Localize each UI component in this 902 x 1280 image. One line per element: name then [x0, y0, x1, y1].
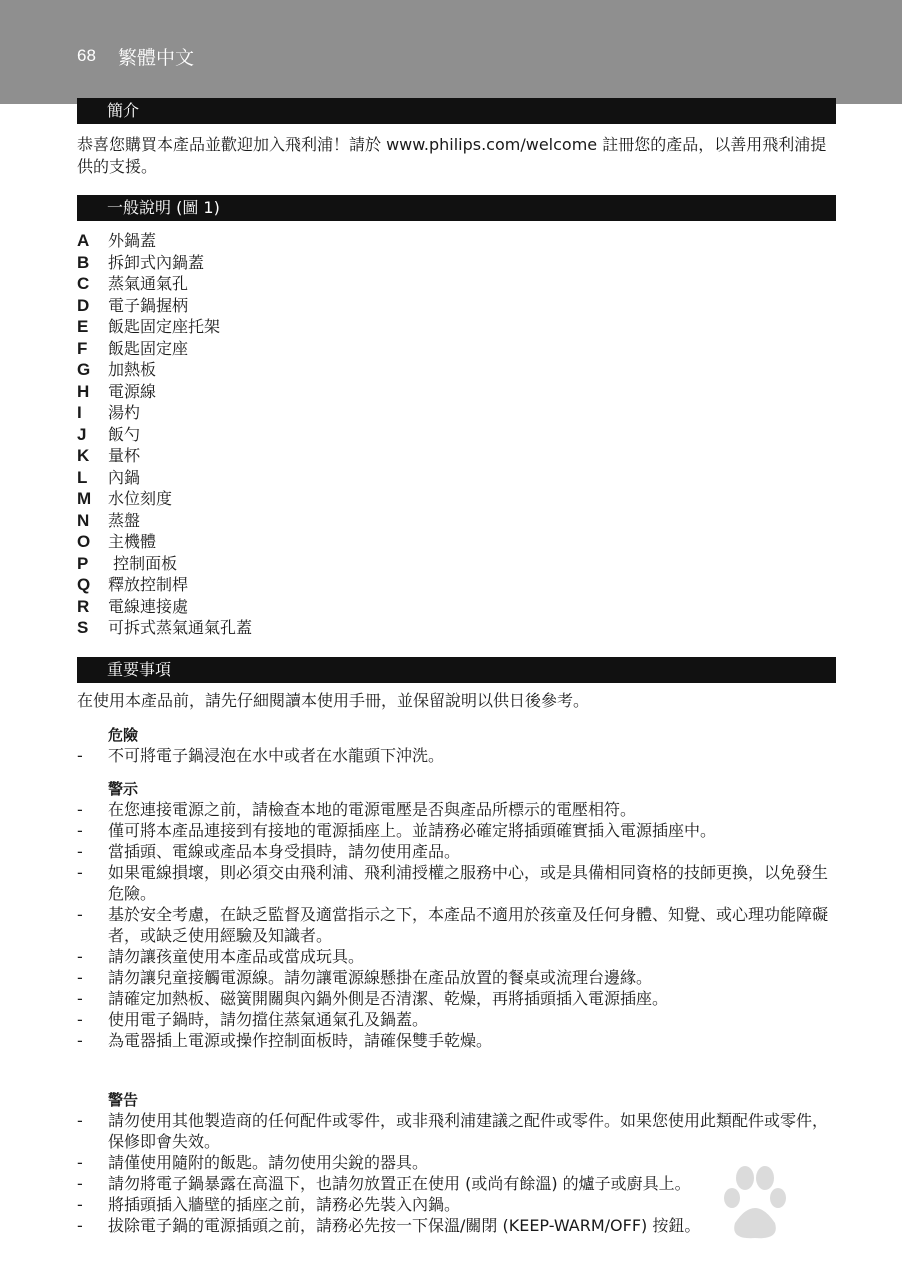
section-intro-heading: 簡介 [77, 98, 836, 124]
warning-heading: 警示 [108, 780, 139, 798]
bullet-dash: - [77, 968, 83, 987]
parts-list-item [77, 338, 252, 360]
part-letter: K [77, 446, 90, 465]
page-number: 68 [77, 46, 96, 65]
warning-item [77, 946, 837, 967]
caution-item-text: 請勿將電子鍋暴露在高溫下，也請勿放置正在使用 (或尚有餘溫) 的爐子或廚具上。 [108, 1174, 691, 1193]
bullet-dash: - [77, 1174, 83, 1193]
danger-item [77, 745, 837, 766]
part-letter: B [77, 252, 90, 272]
part-letter: J [77, 424, 87, 444]
part-label: 主機體 [108, 532, 157, 551]
warning-item-text: 基於安全考慮，在缺乏監督及適當指示之下，本產品不適用於孩童及任何身體、知覺、或心理功能障礙者，或缺乏使用經驗及知識者。 [108, 905, 829, 945]
parts-list-item [77, 230, 252, 252]
part-letter: A [77, 231, 90, 250]
language-title: 繁體中文 [118, 47, 195, 69]
part-label: 水位刻度 [108, 489, 173, 508]
part-label: 蒸氣通氣孔 [108, 274, 189, 293]
parts-list-item [77, 488, 252, 510]
warning-item [77, 1030, 837, 1051]
warning-item-text: 當插頭、電線或產品本身受損時，請勿使用產品。 [108, 842, 461, 861]
bullet-dash: - [77, 989, 83, 1008]
bullet-dash: - [77, 1010, 83, 1029]
page-header [0, 0, 902, 104]
part-label: 電子鍋握柄 [108, 295, 189, 315]
danger-item-text: 不可將電子鍋浸泡在水中或者在水龍頭下沖洗。 [108, 746, 445, 765]
bullet-dash: - [77, 821, 83, 840]
parts-list-item [77, 273, 252, 295]
warning-item [77, 904, 837, 946]
warning-item-text: 在您連接電源之前，請檢查本地的電源電壓是否與產品所標示的電壓相符。 [108, 800, 637, 819]
caution-item-text: 拔除電子鍋的電源插頭之前，請務必先按一下保溫/關閉 (KEEP-WARM/OFF) 按鈕。 [108, 1216, 701, 1235]
part-label: 飯勺 [108, 424, 141, 444]
warning-item [77, 820, 837, 841]
part-letter: L [77, 467, 88, 487]
warning-item [77, 799, 837, 820]
bullet-dash: - [77, 863, 83, 882]
part-label: 加熱板 [108, 360, 157, 379]
important-intro: 在使用本產品前，請先仔細閱讀本使用手冊，並保留說明以供日後參考。 [77, 691, 590, 710]
part-letter: M [77, 489, 92, 508]
bullet-dash: - [77, 842, 83, 861]
caution-item-text: 將插頭插入牆壁的插座之前，請務必先裝入內鍋。 [108, 1195, 461, 1214]
parts-list-item [77, 445, 252, 467]
parts-list-item [77, 596, 252, 618]
parts-list-item [77, 510, 252, 532]
part-label: 飯匙固定座 [108, 338, 189, 358]
part-label: 量杯 [108, 446, 141, 465]
bullet-dash: - [77, 1153, 83, 1172]
warning-item-text: 請勿讓孩童使用本產品或當成玩具。 [108, 947, 365, 966]
parts-list-item [77, 574, 252, 596]
warning-item-text: 如果電線損壞，則必須交由飛利浦、飛利浦授權之服務中心，或是具備相同資格的技師更換，以免發生危險。 [108, 863, 829, 903]
bullet-dash: - [77, 1195, 83, 1214]
part-letter: O [77, 532, 91, 551]
parts-list-item [77, 467, 252, 489]
warning-item-text: 使用電子鍋時，請勿擋住蒸氣通氣孔及鍋蓋。 [108, 1010, 429, 1029]
parts-list [77, 230, 252, 639]
part-label: 蒸盤 [108, 510, 141, 530]
warning-item [77, 1009, 837, 1030]
warning-item [77, 967, 837, 988]
part-letter: Q [77, 575, 91, 594]
bullet-dash: - [77, 800, 83, 819]
parts-list-item [77, 252, 252, 274]
warning-item [77, 841, 837, 862]
parts-list-item [77, 531, 252, 553]
parts-list-item [77, 553, 252, 575]
warning-item-text: 為電器插上電源或操作控制面板時，請確保雙手乾燥。 [108, 1031, 493, 1050]
part-letter: N [77, 510, 90, 530]
part-letter: C [77, 274, 90, 293]
part-label: 拆卸式內鍋蓋 [108, 252, 205, 272]
warning-item-text: 請勿讓兒童接觸電源線。請勿讓電源線懸掛在產品放置的餐桌或流理台邊緣。 [108, 968, 653, 987]
part-label: 飯匙固定座托架 [108, 317, 221, 336]
part-letter: R [77, 596, 90, 616]
part-letter: H [77, 381, 90, 401]
parts-list-item [77, 381, 252, 403]
part-label: 外鍋蓋 [108, 231, 157, 250]
part-label: 電源線 [108, 381, 157, 401]
part-label: 湯杓 [108, 403, 141, 422]
part-letter: F [77, 338, 88, 358]
parts-list-item [77, 316, 252, 338]
part-letter: G [77, 360, 91, 379]
section-overview-heading: 一般說明 (圖 1) [77, 195, 836, 221]
bullet-dash: - [77, 746, 83, 765]
warning-list [77, 799, 837, 1051]
part-letter: I [77, 403, 82, 422]
part-letter: D [77, 295, 90, 315]
part-label: 內鍋 [108, 467, 141, 487]
parts-list-item [77, 617, 252, 639]
bullet-dash: - [77, 1111, 83, 1130]
part-letter: P [77, 553, 89, 573]
warning-item-text: 請確定加熱板、磁簧開關與內鍋外側是否清潔、乾燥，再將插頭插入電源插座。 [108, 989, 669, 1008]
intro-paragraph: 恭喜您購買本產品並歡迎加入飛利浦！請於 www.philips.com/welcome 註冊您的產品，以善用飛利浦提供的支援。 [77, 135, 827, 176]
parts-list-item [77, 402, 252, 424]
part-letter: S [77, 618, 89, 637]
bullet-dash: - [77, 1216, 83, 1235]
bullet-dash: - [77, 1031, 83, 1050]
warning-item-text: 僅可將本產品連接到有接地的電源插座上。並請務必確定將插頭確實插入電源插座中。 [108, 821, 717, 840]
section-important-heading: 重要事項 [77, 657, 836, 683]
parts-list-item [77, 295, 252, 317]
part-label: 控制面板 [108, 553, 178, 573]
caution-item [77, 1110, 837, 1152]
part-label: 釋放控制桿 [108, 575, 189, 594]
part-label: 電線連接處 [108, 596, 189, 616]
parts-list-item [77, 359, 252, 381]
warning-item [77, 862, 837, 904]
bullet-dash: - [77, 947, 83, 966]
part-label: 可拆式蒸氣通氣孔蓋 [108, 618, 253, 637]
warning-item [77, 988, 837, 1009]
caution-item-text: 請勿使用其他製造商的任何配件或零件，或非飛利浦建議之配件或零件。如果您使用此類配件或零件，保修即會失效。 [108, 1111, 829, 1151]
part-letter: E [77, 317, 89, 336]
danger-heading: 危險 [108, 726, 139, 744]
bullet-dash: - [77, 905, 83, 924]
caution-item-text: 請僅使用隨附的飯匙。請勿使用尖銳的器具。 [108, 1153, 429, 1172]
baidu-watermark-logo [640, 1148, 850, 1268]
parts-list-item [77, 424, 252, 446]
caution-heading: 警告 [108, 1091, 139, 1109]
danger-list [77, 745, 837, 766]
